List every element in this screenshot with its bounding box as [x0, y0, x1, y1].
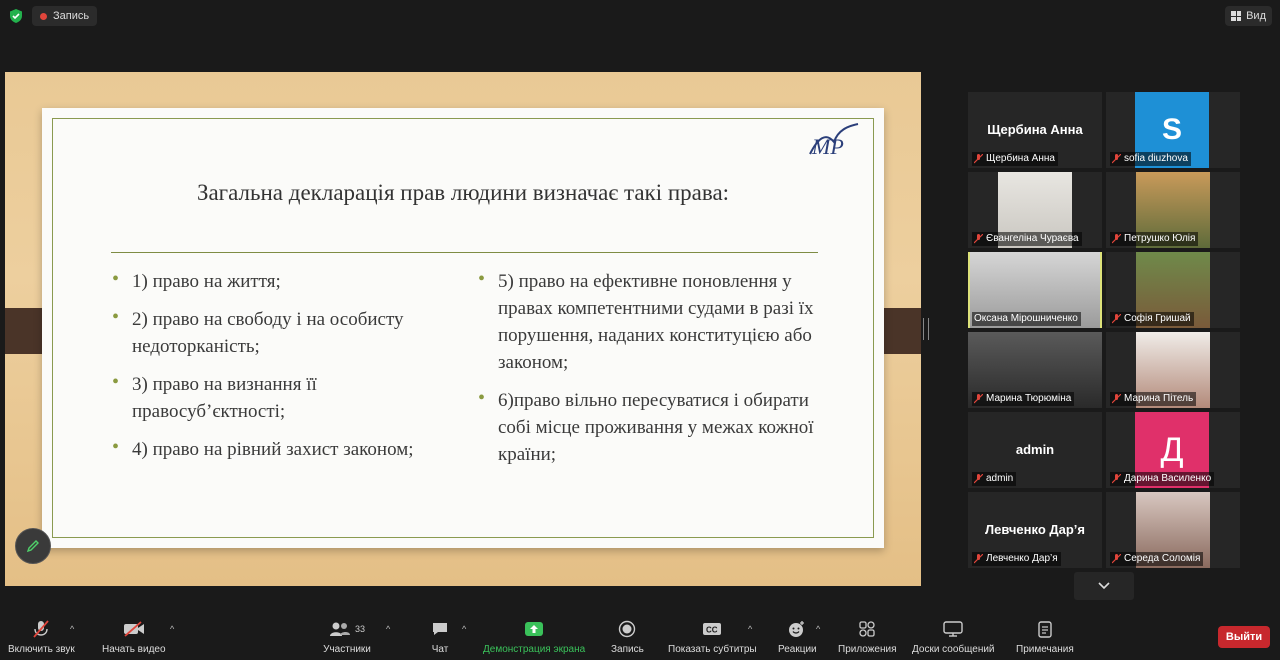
participant-tile[interactable] [968, 92, 1102, 168]
participant-avatar: Д [1135, 412, 1209, 488]
participant-tile[interactable] [968, 172, 1102, 248]
emoji-icon [788, 620, 806, 638]
svg-text:CC: CC [706, 625, 718, 635]
slide-column-right [484, 268, 814, 479]
participant-tile[interactable] [1106, 332, 1240, 408]
participant-name-big: admin [1015, 442, 1055, 457]
participant-label: admin [972, 472, 1016, 486]
mute-options-caret[interactable]: ^ [70, 624, 75, 634]
chat-button[interactable]: Чат [429, 620, 451, 655]
participant-label: Оксана Мірошниченко [972, 312, 1081, 326]
participants-options-caret[interactable]: ^ [386, 624, 391, 634]
top-bar [0, 0, 1280, 34]
list-item: • 4) право на рівний захист законом; [118, 436, 463, 463]
shared-screen [5, 72, 921, 586]
pencil-icon [26, 539, 40, 553]
participant-label: Левченко Дар’я [972, 552, 1061, 566]
reactions-button[interactable]: Реакции [778, 620, 817, 655]
notes-button[interactable]: Примечания [1016, 620, 1074, 655]
participant-label: Євангеліна Чураєва [972, 232, 1082, 246]
view-label: Вид [1246, 10, 1266, 22]
resize-handle[interactable] [923, 318, 929, 340]
meeting-toolbar [0, 612, 1280, 660]
video-options-caret[interactable]: ^ [170, 624, 175, 634]
participant-tile[interactable] [1106, 92, 1240, 168]
whiteboards-button[interactable]: Доски сообщений [912, 620, 995, 655]
mic-muted-icon [974, 234, 983, 244]
slide-title: Загальна декларація прав людини визначає такі права: [196, 180, 730, 205]
share-screen-button[interactable]: Демонстрация экрана [483, 620, 585, 655]
view-button[interactable] [1225, 6, 1272, 26]
participant-label: sofia diuzhova [1110, 152, 1191, 166]
presentation-slide [42, 108, 884, 548]
list-item: • 3) право на визнання її правосуб’єктності; [118, 371, 463, 425]
participant-label: Дарина Василенко [1110, 472, 1214, 486]
chat-icon [431, 621, 449, 637]
title-divider [111, 252, 818, 253]
recording-indicator[interactable] [32, 6, 97, 26]
mic-muted-icon [1112, 314, 1121, 324]
participant-tile[interactable] [1106, 492, 1240, 568]
mic-muted-icon [1112, 394, 1121, 404]
participant-name-big: Левченко Дар’я [985, 522, 1085, 537]
participant-tile-speaking[interactable] [968, 252, 1102, 328]
participant-label: Петрушко Юлія [1110, 232, 1198, 246]
mic-muted-icon [1112, 154, 1121, 164]
share-screen-icon [524, 621, 544, 637]
record-icon [618, 620, 636, 638]
participants-icon [329, 621, 351, 637]
mic-muted-icon [1112, 474, 1121, 484]
participant-label: Щербина Анна [972, 152, 1058, 166]
svg-text:МР: МР [812, 134, 844, 159]
grid-view-icon [1231, 11, 1241, 21]
list-item: • 1) право на життя; [118, 268, 463, 295]
mic-muted-icon [974, 154, 983, 164]
recording-label: Запись [53, 10, 90, 22]
mic-muted-icon [1112, 554, 1121, 564]
participant-label: Марина Тюрюміна [972, 392, 1074, 406]
slide-logo [804, 120, 862, 164]
gallery-next-button[interactable] [1074, 572, 1134, 600]
mic-muted-icon [974, 474, 983, 484]
participants-button[interactable]: 33 Участники [322, 620, 372, 655]
reactions-options-caret[interactable]: ^ [816, 624, 821, 634]
chat-options-caret[interactable]: ^ [462, 624, 467, 634]
apps-icon [859, 621, 875, 637]
mic-muted-icon [1112, 234, 1121, 244]
whiteboard-icon [943, 621, 963, 637]
shield-icon[interactable] [8, 8, 24, 24]
list-item: • 5) право на ефективне поновлення у правах компетентними судами в разі їх порушення, наданих конституцією або законом; [484, 268, 814, 376]
participant-label: Середа Соломія [1110, 552, 1203, 566]
captions-button[interactable]: CC Показать субтитры [668, 620, 757, 655]
participant-tile[interactable] [968, 332, 1102, 408]
participant-label: Софія Гришай [1110, 312, 1194, 326]
record-button[interactable]: Запись [611, 620, 644, 655]
participant-tile[interactable] [1106, 412, 1240, 488]
slide-column-left [118, 268, 463, 474]
participant-name-big: Щербина Анна [987, 122, 1083, 137]
mic-muted-icon [32, 620, 50, 638]
leave-button[interactable]: Выйти [1218, 626, 1270, 648]
mute-button[interactable]: Включить звук [8, 620, 75, 655]
participant-tile[interactable] [1106, 172, 1240, 248]
record-dot-icon [40, 13, 47, 20]
list-item: • 6)право вільно пересуватися і обирати собі місце проживання у межах кожної країни; [484, 387, 814, 468]
annotate-button[interactable] [15, 528, 51, 564]
camera-off-icon [123, 621, 145, 637]
video-button[interactable]: Начать видео [102, 620, 166, 655]
participant-tile[interactable] [968, 412, 1102, 488]
notes-icon [1038, 620, 1052, 638]
list-item: • 2) право на свободу і на особисту недоторканість; [118, 306, 463, 360]
participant-label: Марина Пітель [1110, 392, 1196, 406]
participant-tile[interactable] [968, 492, 1102, 568]
participant-tile[interactable] [1106, 252, 1240, 328]
mic-muted-icon [974, 554, 983, 564]
chevron-down-icon [1097, 581, 1111, 591]
apps-button[interactable]: Приложения [838, 620, 897, 655]
mic-muted-icon [974, 394, 983, 404]
captions-options-caret[interactable]: ^ [748, 624, 753, 634]
participants-count: 33 [354, 624, 365, 634]
captions-icon [702, 622, 722, 636]
participant-avatar: S [1135, 92, 1209, 168]
